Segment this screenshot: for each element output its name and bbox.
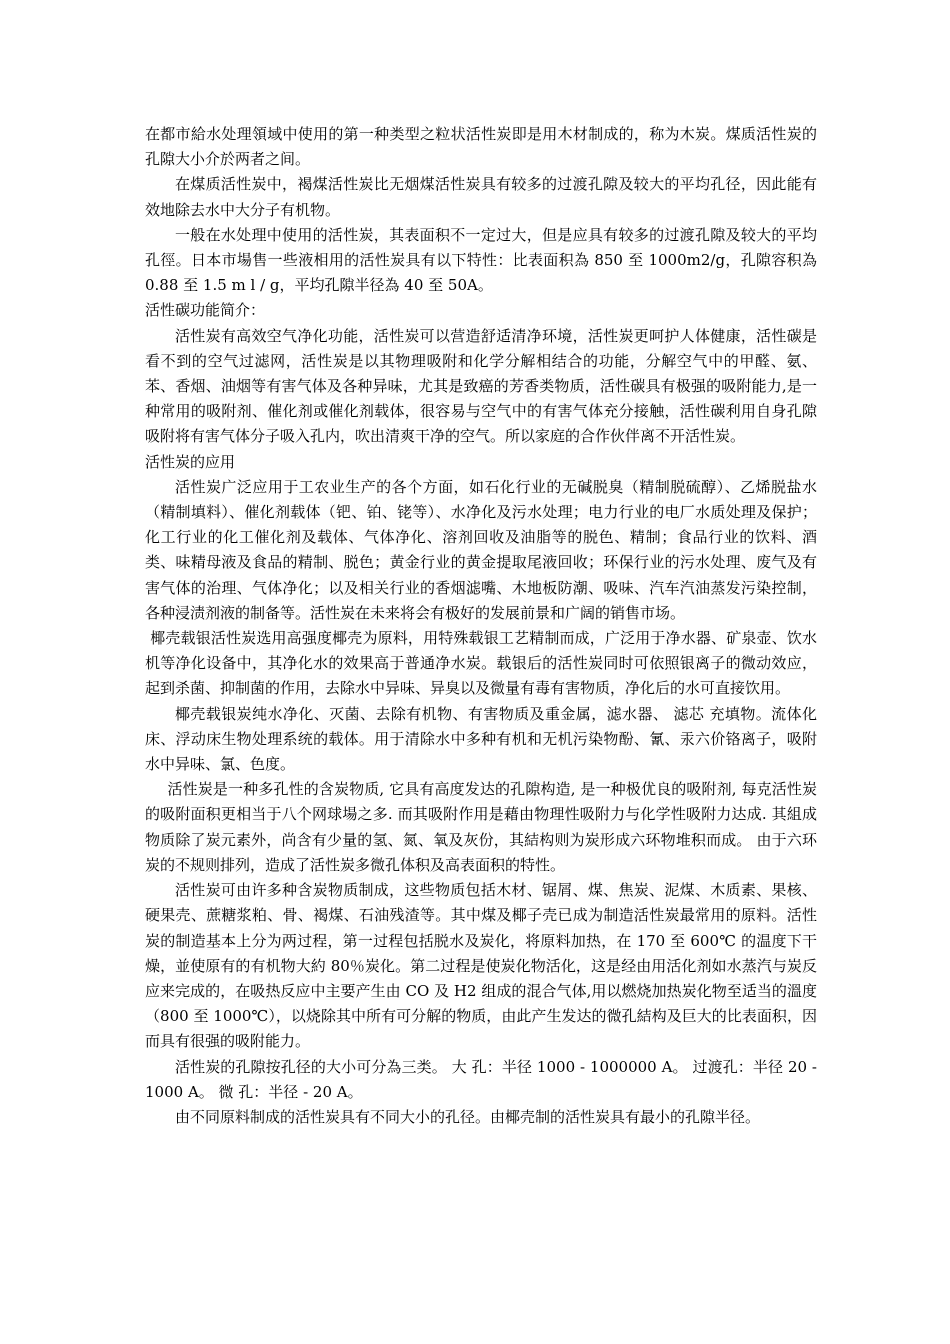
paragraph-wood-charcoal: 在都市給水处理領域中使用的第一种类型之粒状活性炭即是用木材制成的，称为木炭。煤质活性炭的孔隙大小介於两者之间。	[145, 125, 817, 169]
document-body	[145, 122, 817, 1130]
paragraph-pore-classes: 活性炭的孔隙按孔径的大小可分為三类。 大 孔：半径 1000 - 1000000 A。 过渡孔：半径 20 - 1000 A。 微 孔：半径 - 20 A。	[145, 1057, 817, 1101]
section-heading-application: 活性炭的应用	[145, 452, 236, 471]
paragraph-silver-purification: 椰壳载银炭纯水净化、灭菌、去除有机物、有害物质及重金属，滤水器、 滤芯 充填物。流体化床、浮动床生物处理系统的载体。用于清除水中多种有机和无机污染物酚、氰、汞六价铬离子，吸附水中异味、氯、色度。	[145, 704, 817, 774]
paragraph-industrial-uses: 活性炭广泛应用于工农业生产的各个方面，如石化行业的无碱脱臭（精制脱硫醇）、乙烯脱盐水（精制填料）、催化剂载体（钯、铂、铑等）、水净化及污水处理；电力行业的电厂水质处理及保护；化工行业的化工催化剂及载体、气体净化、溶剂回收及油脂等的脱色、精制；食品行业的饮料、酒类、味精母液及食品的精制、脱色；黄金行业的黄金提取尾液回收；环保行业的污水处理、废气及有害气体的治理、气体净化；以及相关行业的香烟滤嘴、木地板防潮、吸味、汽车汽油蒸发污染控制，各种浸渍剂液的制备等。活性炭在未来将会有极好的发展前景和广阔的销售市场。	[145, 477, 817, 622]
paragraph-manufacturing: 活性炭可由许多种含炭物质制成，这些物质包括木材、锯屑、煤、焦炭、泥煤、木质素、果核、硬果壳、蔗糖浆粕、骨、褐煤、石油残渣等。其中煤及椰子壳已成为制造活性炭最常用的原料。活性炭的制造基本上分为两过程，第一过程包括脱水及炭化，将原料加热，在 170 至 600℃ 的温度下干燥，並使原有的有机物大約 80％炭化。第二过程是使炭化物活化，这是经由用活化剂如水蒸汽与炭反应来完成的，在吸热反应中主要产生由 CO 及 H2 组成的混合气体,用以燃烧加热炭化物至适当的溫度（800 至 1000℃），以烧除其中所有可分解的物质，由此产生发达的微孔結构及巨大的比表面积，因而具有很强的吸附能力。	[145, 881, 817, 1051]
paragraph-pore-size-by-material: 由不同原料制成的活性炭具有不同大小的孔径。由椰壳制的活性炭具有最小的孔隙半径。	[175, 1107, 761, 1126]
paragraph-lignite: 在煤质活性炭中，褐煤活性炭比无烟煤活性炭具有较多的过渡孔隙及较大的平均孔径，因此能有效地除去水中大分子有机物。	[145, 175, 817, 219]
paragraph-water-treatment: 一般在水处理中使用的活性炭，其表面积不一定过大，但是应具有较多的过渡孔隙及较大的平均孔徑。日本市場售一些液相用的活性炭具有以下特性：比表面积為 850 至 1000m2/g，孔隙容积為 0.88 至 1.5 m l / g，平均孔隙半径為 40 至 50A。	[145, 225, 817, 295]
paragraph-air-purification: 活性炭有高效空气净化功能，活性炭可以营造舒适清净环境，活性炭更呵护人体健康，活性碳是看不到的空气过滤网，活性炭是以其物理吸附和化学分解相结合的功能，分解空气中的甲醛、氨、苯、香烟、油烟等有害气体及各种异味，尤其是致癌的芳香类物质，活性碳具有极强的吸附能力,是一种常用的吸附剂、催化剂或催化剂载体，很容易与空气中的有害气体充分接触，活性碳利用自身孔隙吸附将有害气体分子吸入孔内，吹出清爽干净的空气。所以家庭的合作伙伴离不开活性炭。	[145, 326, 817, 446]
paragraph-silver-coconut: 椰壳载银活性炭选用高强度椰壳为原料，用特殊载银工艺精制而成，广泛用于净水器、矿泉壶、饮水机等净化设备中，其净化水的效果高于普通净水炭。载银后的活性炭同时可依照银离子的微动效应，起到杀菌、抑制菌的作用，去除水中异味、异臭以及微量有毒有害物质，净化后的水可直接饮用。	[145, 629, 817, 698]
paragraph-porous-structure: 活性炭是一种多孔性的含炭物质, 它具有高度发达的孔隙构造, 是一种极优良的吸附剂, 每克活性炭的吸附面积更相当于八个网球場之多. 而其吸附作用是藉由物理性吸附力与化学性吸附力达成. 其組成物质除了炭元素外，尚含有少量的氢、氮、氧及灰份，其結构则为炭形成六环物堆积而成。 由于六环炭的不规则排列，造成了活性炭多微孔体积及高表面积的特性。	[145, 780, 817, 874]
section-heading-function: 活性碳功能简介：	[145, 301, 266, 320]
